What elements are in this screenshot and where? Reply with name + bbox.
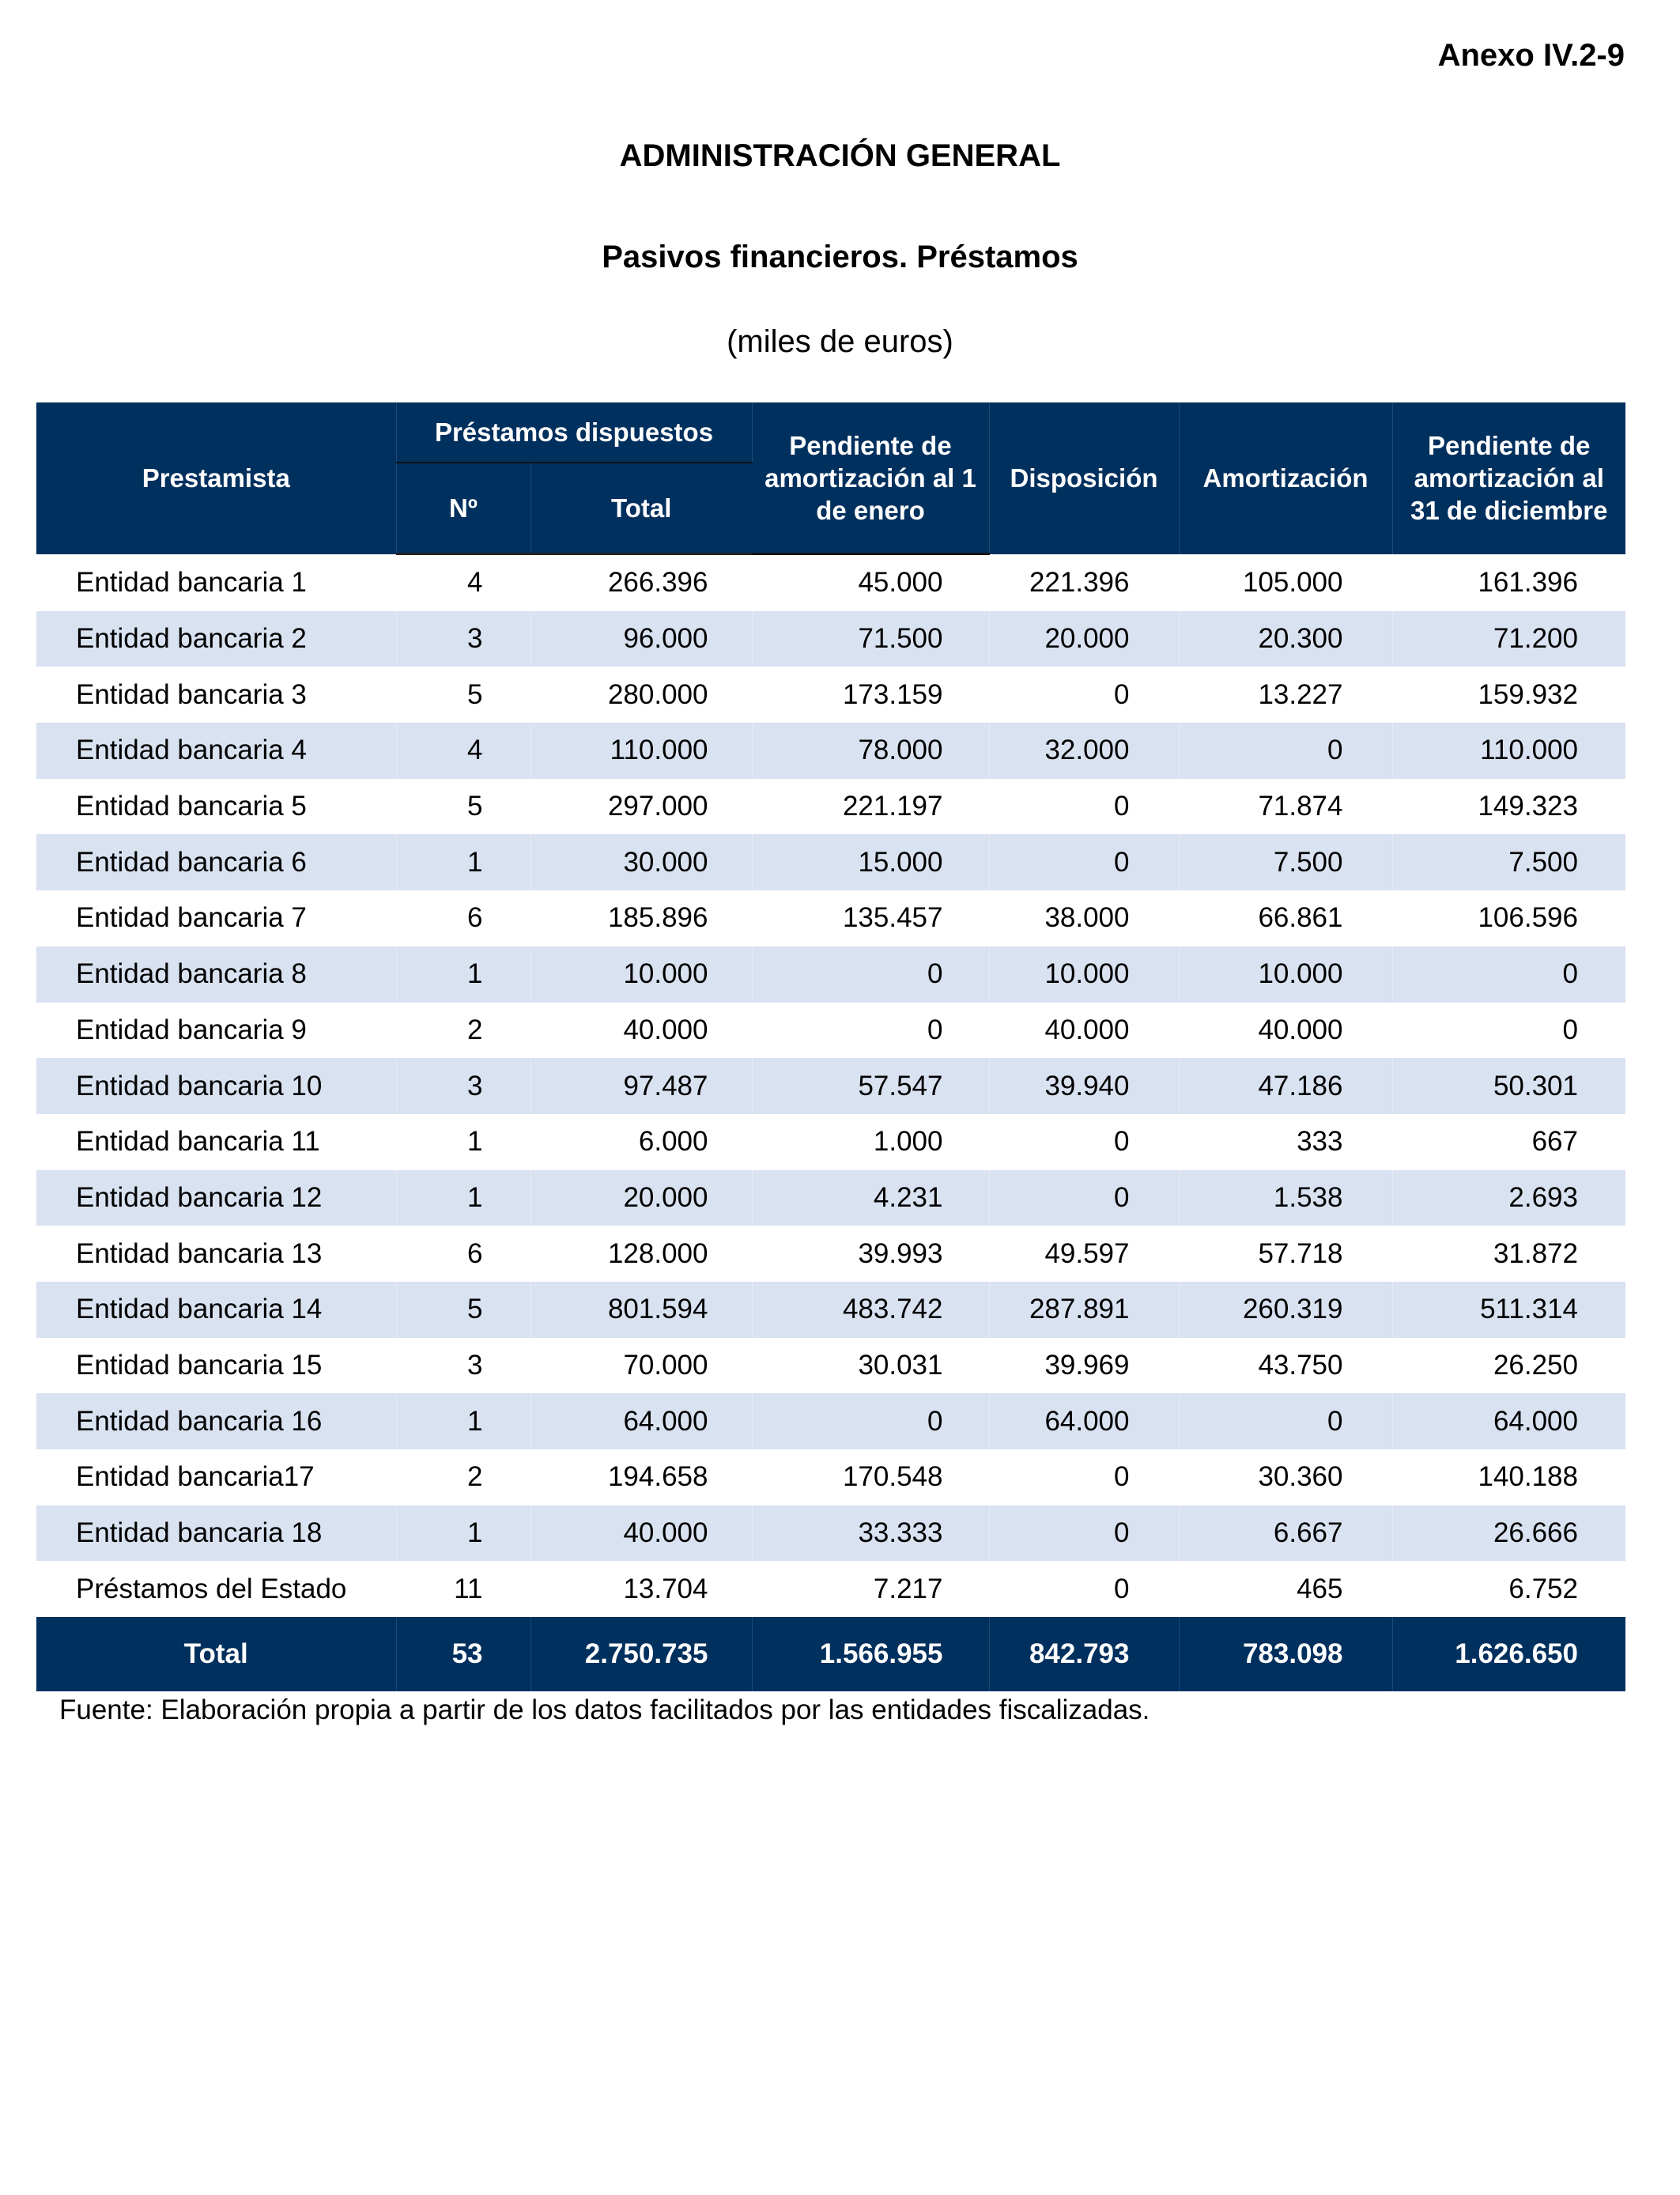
row-pendiente-fin: 140.188 <box>1392 1449 1625 1506</box>
row-pendiente-inicio: 1.000 <box>752 1114 989 1170</box>
row-pendiente-fin: 50.301 <box>1392 1058 1625 1114</box>
table-header <box>36 402 1625 554</box>
row-amortizacion: 30.360 <box>1179 1449 1392 1506</box>
header-n: Nº <box>396 463 530 554</box>
source-note: Fuente: Elaboración propia a partir de los datos facilitados por las entidades fiscalizadas. <box>59 1694 1150 1725</box>
row-total: 64.000 <box>530 1393 752 1449</box>
row-total: 266.396 <box>530 554 752 611</box>
row-disposicion: 40.000 <box>989 1003 1179 1059</box>
row-disposicion: 10.000 <box>989 946 1179 1003</box>
row-disposicion: 39.969 <box>989 1338 1179 1394</box>
row-n: 2 <box>396 1003 530 1059</box>
row-disposicion: 287.891 <box>989 1282 1179 1338</box>
total-disposicion: 842.793 <box>989 1617 1179 1691</box>
row-amortizacion: 13.227 <box>1179 667 1392 723</box>
row-amortizacion: 57.718 <box>1179 1226 1392 1282</box>
row-amortizacion: 20.300 <box>1179 611 1392 667</box>
annex-label: Anexo IV.2-9 <box>1437 38 1625 73</box>
row-pendiente-inicio: 30.031 <box>752 1338 989 1394</box>
total-total: 2.750.735 <box>530 1617 752 1691</box>
row-name: Entidad bancaria 6 <box>36 834 396 890</box>
row-n: 4 <box>396 723 530 779</box>
row-n: 5 <box>396 667 530 723</box>
table-row <box>36 1114 1625 1170</box>
row-name: Entidad bancaria 18 <box>36 1506 396 1562</box>
row-pendiente-fin: 0 <box>1392 1003 1625 1059</box>
table-row <box>36 834 1625 890</box>
row-pendiente-fin: 71.200 <box>1392 611 1625 667</box>
row-total: 185.896 <box>530 890 752 946</box>
table-row <box>36 667 1625 723</box>
units-label: (miles de euros) <box>727 324 953 359</box>
row-total: 40.000 <box>530 1506 752 1562</box>
row-pendiente-inicio: 0 <box>752 1003 989 1059</box>
header-disposicion: Disposición <box>989 402 1179 554</box>
row-pendiente-inicio: 7.217 <box>752 1561 989 1617</box>
row-amortizacion: 7.500 <box>1179 834 1392 890</box>
row-pendiente-fin: 6.752 <box>1392 1561 1625 1617</box>
row-disposicion: 0 <box>989 834 1179 890</box>
row-pendiente-inicio: 71.500 <box>752 611 989 667</box>
row-disposicion: 49.597 <box>989 1226 1179 1282</box>
row-disposicion: 32.000 <box>989 723 1179 779</box>
row-total: 6.000 <box>530 1114 752 1170</box>
row-pendiente-fin: 161.396 <box>1392 554 1625 611</box>
row-n: 3 <box>396 1338 530 1394</box>
row-total: 110.000 <box>530 723 752 779</box>
table-row <box>36 1226 1625 1282</box>
row-name: Préstamos del Estado <box>76 1573 347 1604</box>
row-amortizacion: 47.186 <box>1179 1058 1392 1114</box>
table-row <box>36 1561 1625 1617</box>
row-name: Entidad bancaria 10 <box>36 1058 396 1114</box>
row-amortizacion: 43.750 <box>1179 1338 1392 1394</box>
row-total: 10.000 <box>530 946 752 1003</box>
row-pendiente-fin: 7.500 <box>1392 834 1625 890</box>
row-total: 40.000 <box>530 1003 752 1059</box>
row-total: 128.000 <box>530 1226 752 1282</box>
table-row <box>36 946 1625 1003</box>
row-n: 1 <box>396 1393 530 1449</box>
row-pendiente-fin: 149.323 <box>1392 779 1625 835</box>
row-n: 2 <box>396 1449 530 1506</box>
row-total: 96.000 <box>530 611 752 667</box>
row-n: 5 <box>396 1282 530 1338</box>
row-pendiente-fin: 64.000 <box>1392 1393 1625 1449</box>
table-row <box>36 611 1625 667</box>
row-total: 30.000 <box>530 834 752 890</box>
row-amortizacion: 0 <box>1179 1393 1392 1449</box>
row-name: Entidad bancaria 7 <box>76 902 307 934</box>
row-pendiente-fin: 110.000 <box>1392 723 1625 779</box>
row-pendiente-fin: 511.314 <box>1392 1282 1625 1338</box>
header-amortizacion: Amortización <box>1179 402 1392 554</box>
row-name: Entidad bancaria 16 <box>36 1393 396 1449</box>
table-row <box>36 1003 1625 1059</box>
row-n: 11 <box>396 1561 530 1617</box>
row-disposicion: 0 <box>989 1449 1179 1506</box>
row-amortizacion: 40.000 <box>1179 1003 1392 1059</box>
row-amortizacion: 6.667 <box>1179 1506 1392 1562</box>
row-disposicion: 38.000 <box>989 890 1179 946</box>
row-name: Entidad bancaria 9 <box>76 1014 307 1045</box>
row-disposicion: 0 <box>989 667 1179 723</box>
table-footer <box>36 1617 1625 1691</box>
row-name: Entidad bancaria 14 <box>36 1282 396 1338</box>
row-pendiente-fin: 26.666 <box>1392 1506 1625 1562</box>
row-n: 1 <box>396 1114 530 1170</box>
total-pendiente-fin: 1.626.650 <box>1392 1617 1625 1691</box>
row-name: Entidad bancaria 3 <box>76 678 307 710</box>
row-amortizacion: 66.861 <box>1179 890 1392 946</box>
header-prestamista: Prestamista <box>36 402 396 554</box>
row-disposicion: 39.940 <box>989 1058 1179 1114</box>
row-pendiente-fin: 2.693 <box>1392 1170 1625 1226</box>
row-name: Entidad bancaria17 <box>76 1461 315 1493</box>
table-row <box>36 1282 1625 1338</box>
row-pendiente-inicio: 4.231 <box>752 1170 989 1226</box>
page-title: ADMINISTRACIÓN GENERAL <box>619 138 1061 173</box>
page-subtitle: Pasivos financieros. Préstamos <box>602 240 1078 274</box>
row-pendiente-inicio: 57.547 <box>752 1058 989 1114</box>
row-total: 297.000 <box>530 779 752 835</box>
row-name: Entidad bancaria 11 <box>76 1126 320 1158</box>
row-n: 3 <box>396 611 530 667</box>
table-row <box>36 1449 1625 1506</box>
row-name: Entidad bancaria 15 <box>76 1349 323 1381</box>
row-amortizacion: 260.319 <box>1179 1282 1392 1338</box>
loans-table <box>36 402 1625 1691</box>
row-name: Entidad bancaria 5 <box>76 791 307 822</box>
row-total: 194.658 <box>530 1449 752 1506</box>
row-total: 20.000 <box>530 1170 752 1226</box>
table-body <box>36 554 1625 1618</box>
row-amortizacion: 10.000 <box>1179 946 1392 1003</box>
row-pendiente-fin: 106.596 <box>1392 890 1625 946</box>
row-total: 801.594 <box>530 1282 752 1338</box>
row-disposicion: 20.000 <box>989 611 1179 667</box>
total-n: 53 <box>396 1617 530 1691</box>
table-row <box>36 554 1625 611</box>
row-name: Entidad bancaria 12 <box>36 1170 396 1226</box>
row-name: Entidad bancaria 1 <box>76 566 307 598</box>
row-total: 280.000 <box>530 667 752 723</box>
row-total: 70.000 <box>530 1338 752 1394</box>
row-name: Entidad bancaria 8 <box>36 946 396 1003</box>
row-pendiente-fin: 26.250 <box>1392 1338 1625 1394</box>
row-n: 5 <box>396 779 530 835</box>
row-disposicion: 0 <box>989 1506 1179 1562</box>
row-pendiente-inicio: 39.993 <box>752 1226 989 1282</box>
row-n: 6 <box>396 1226 530 1282</box>
total-pendiente-inicio: 1.566.955 <box>752 1617 989 1691</box>
row-pendiente-inicio: 78.000 <box>752 723 989 779</box>
table-row <box>36 1170 1625 1226</box>
row-total: 13.704 <box>530 1561 752 1617</box>
row-pendiente-inicio: 33.333 <box>752 1506 989 1562</box>
row-pendiente-inicio: 170.548 <box>752 1449 989 1506</box>
header-total: Total <box>530 463 752 554</box>
row-pendiente-inicio: 135.457 <box>752 890 989 946</box>
row-n: 1 <box>396 946 530 1003</box>
header-pendiente-inicio: Pendiente de amortización al 1 de enero <box>752 402 989 554</box>
row-n: 1 <box>396 1170 530 1226</box>
row-amortizacion: 71.874 <box>1179 779 1392 835</box>
table-row <box>36 890 1625 946</box>
header-group-prestamos-dispuestos: Préstamos dispuestos <box>396 402 752 463</box>
row-pendiente-inicio: 173.159 <box>752 667 989 723</box>
row-n: 1 <box>396 834 530 890</box>
table-row <box>36 723 1625 779</box>
row-n: 3 <box>396 1058 530 1114</box>
row-pendiente-inicio: 483.742 <box>752 1282 989 1338</box>
row-pendiente-inicio: 0 <box>752 1393 989 1449</box>
table-row <box>36 1393 1625 1449</box>
row-name: Entidad bancaria 13 <box>76 1237 323 1269</box>
row-pendiente-fin: 667 <box>1392 1114 1625 1170</box>
row-disposicion: 64.000 <box>989 1393 1179 1449</box>
row-disposicion: 0 <box>989 779 1179 835</box>
row-n: 1 <box>396 1506 530 1562</box>
header-pendiente-fin: Pendiente de amortización al 31 de diciembre <box>1392 402 1625 554</box>
row-amortizacion: 465 <box>1179 1561 1392 1617</box>
total-label: Total <box>36 1617 396 1691</box>
row-disposicion: 221.396 <box>989 554 1179 611</box>
row-amortizacion: 1.538 <box>1179 1170 1392 1226</box>
table-row <box>36 1506 1625 1562</box>
row-pendiente-fin: 0 <box>1392 946 1625 1003</box>
row-amortizacion: 333 <box>1179 1114 1392 1170</box>
row-pendiente-fin: 31.872 <box>1392 1226 1625 1282</box>
row-total: 97.487 <box>530 1058 752 1114</box>
total-amortizacion: 783.098 <box>1179 1617 1392 1691</box>
row-pendiente-inicio: 0 <box>752 946 989 1003</box>
row-n: 4 <box>396 554 530 611</box>
row-pendiente-fin: 159.932 <box>1392 667 1625 723</box>
row-disposicion: 0 <box>989 1170 1179 1226</box>
row-amortizacion: 0 <box>1179 723 1392 779</box>
row-disposicion: 0 <box>989 1561 1179 1617</box>
total-row <box>36 1617 1625 1691</box>
table-row <box>36 779 1625 835</box>
row-pendiente-inicio: 15.000 <box>752 834 989 890</box>
table-row <box>36 1058 1625 1114</box>
row-pendiente-inicio: 45.000 <box>752 554 989 611</box>
row-n: 6 <box>396 890 530 946</box>
row-name: Entidad bancaria 2 <box>36 611 396 667</box>
row-amortizacion: 105.000 <box>1179 554 1392 611</box>
table-row <box>36 1338 1625 1394</box>
row-pendiente-inicio: 221.197 <box>752 779 989 835</box>
row-name: Entidad bancaria 4 <box>36 723 396 779</box>
row-disposicion: 0 <box>989 1114 1179 1170</box>
